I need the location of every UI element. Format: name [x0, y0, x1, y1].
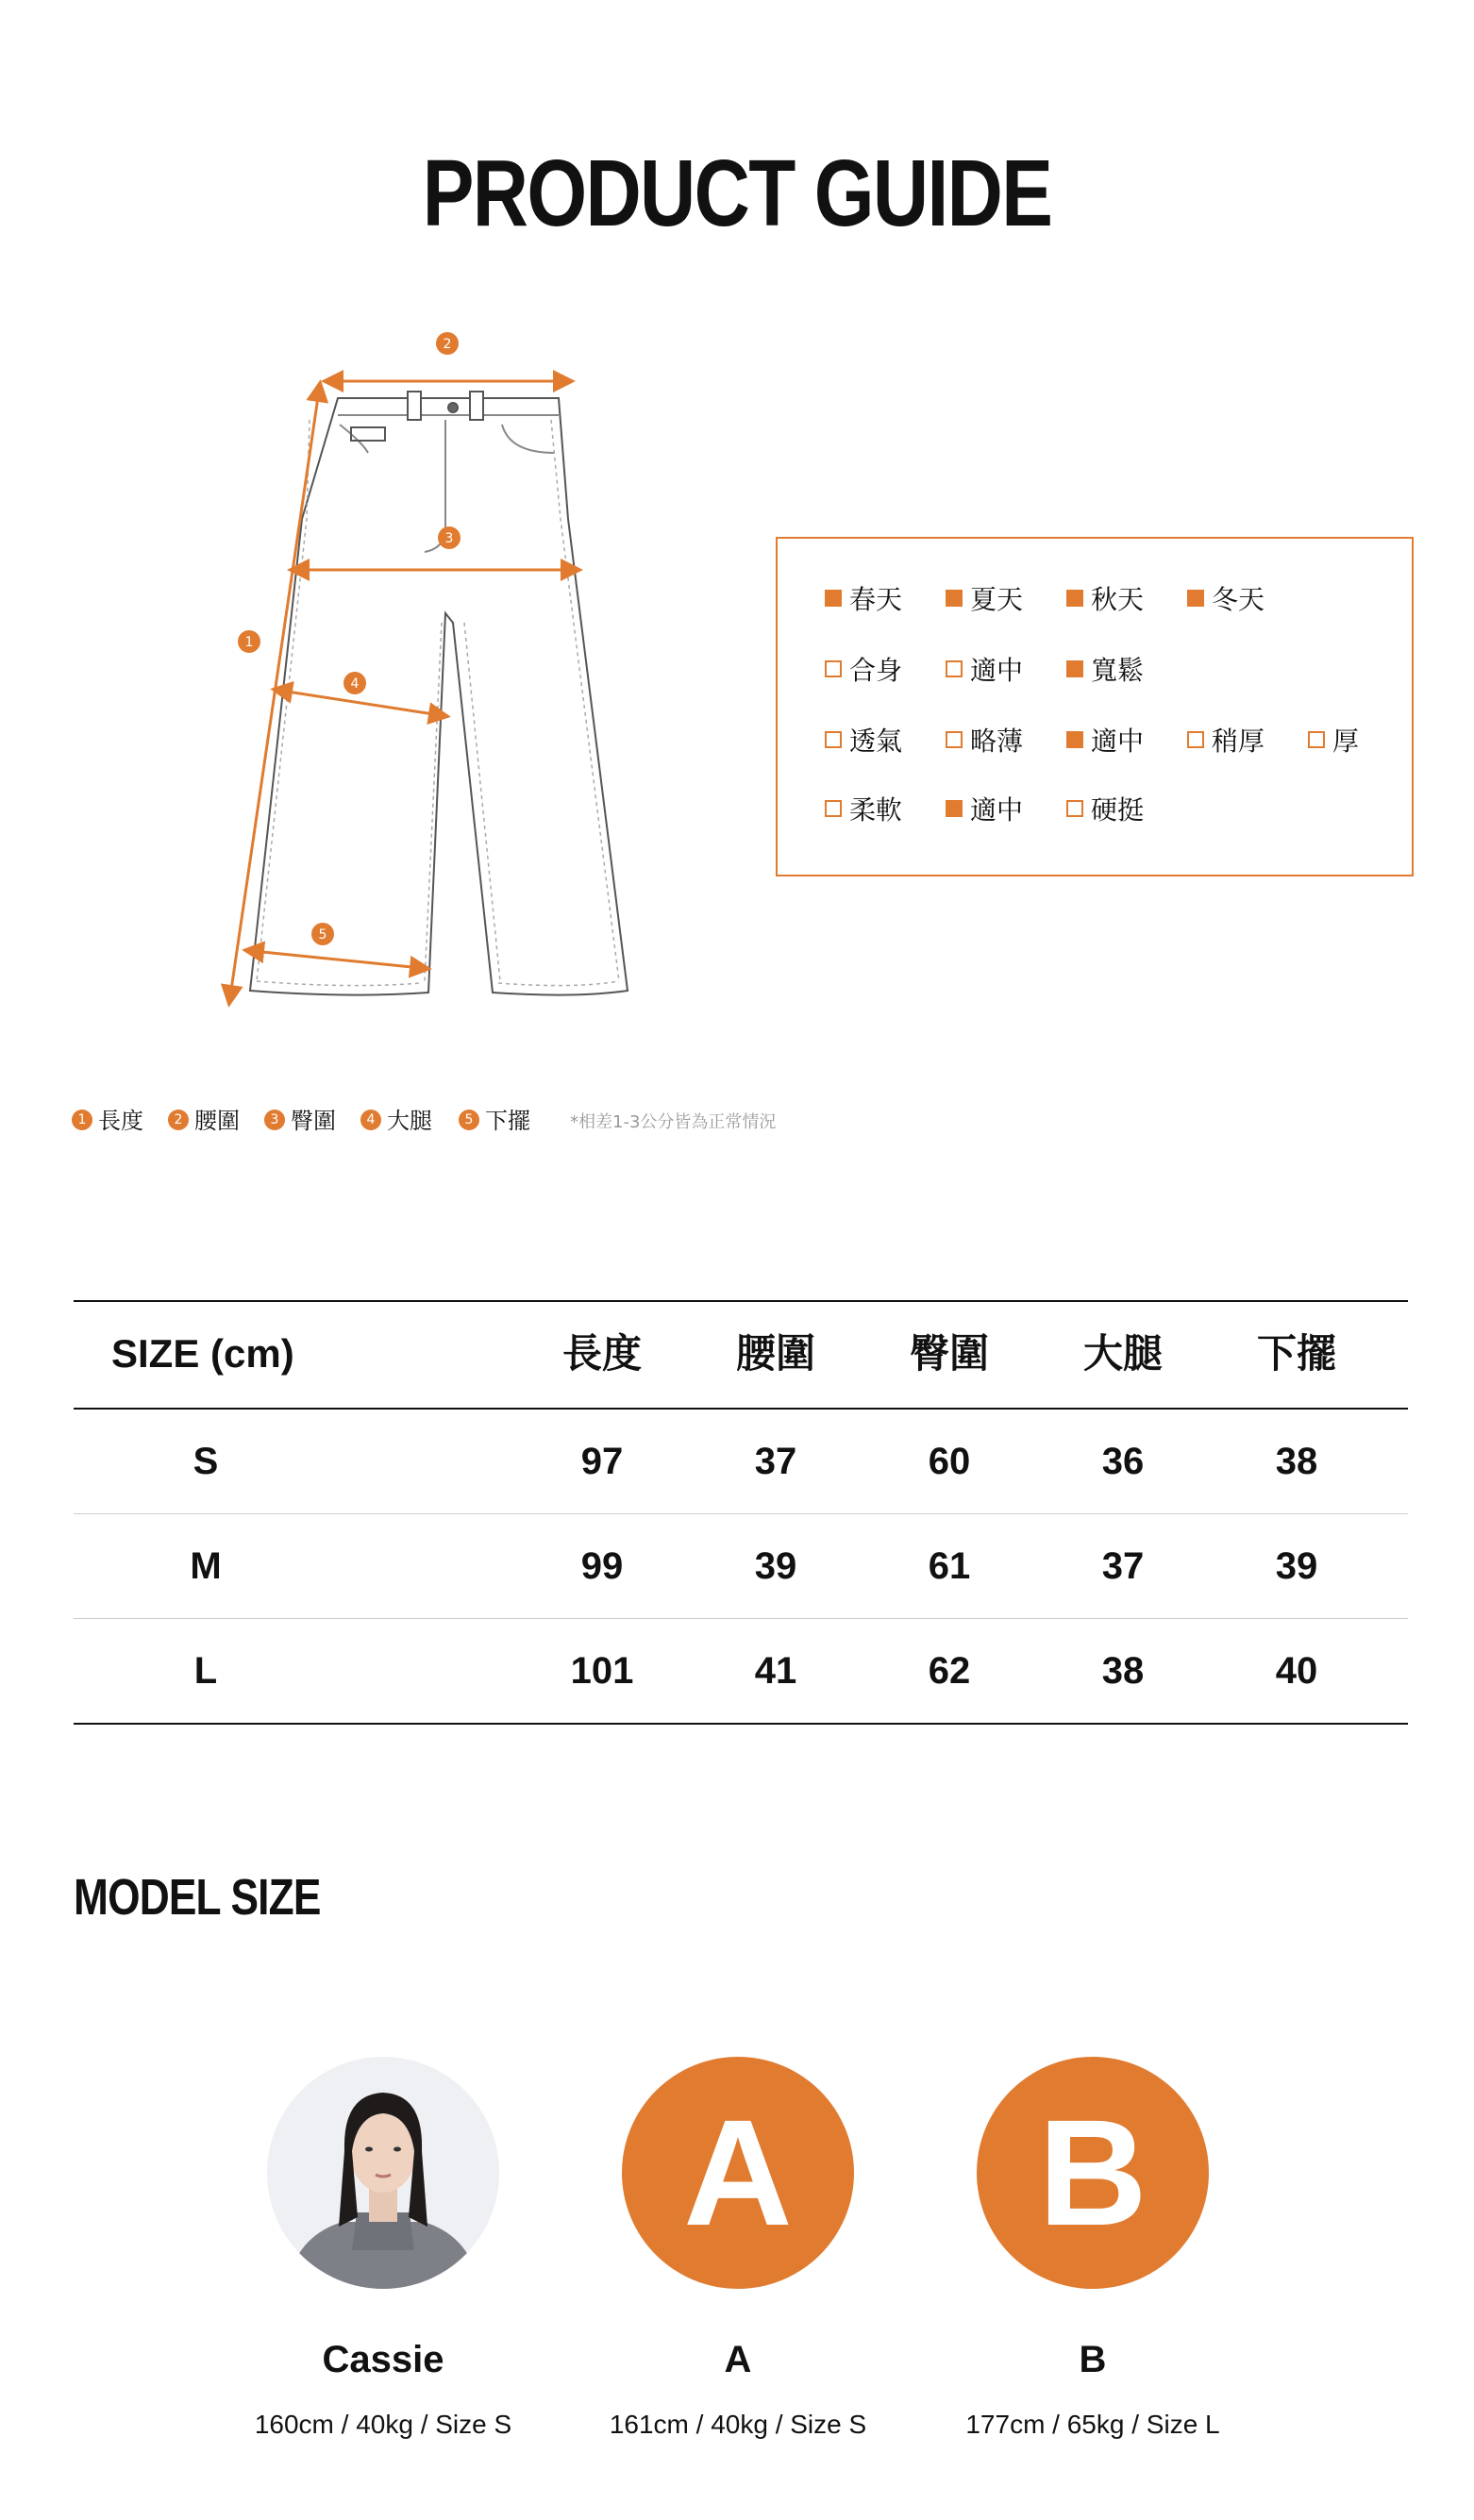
table-cell: 37	[754, 1441, 797, 1482]
checkbox-icon	[1066, 660, 1083, 677]
legend-label: 下擺	[485, 1108, 530, 1134]
model-avatar-letter: A	[622, 2057, 854, 2289]
attr-label: 合身	[849, 655, 903, 686]
table-row	[74, 1410, 1408, 1513]
attr-item	[1187, 723, 1265, 760]
number-badge: 2	[168, 1110, 189, 1130]
header-hem: 下擺	[1256, 1331, 1336, 1376]
header-size: SIZE (cm)	[111, 1331, 294, 1376]
header-thigh: 大腿	[1082, 1331, 1163, 1376]
attr-label: 適中	[970, 794, 1024, 826]
marker-3: 3	[444, 531, 454, 546]
checkbox-icon	[946, 590, 963, 607]
attr-item	[946, 652, 1023, 690]
number-badge: 4	[360, 1110, 381, 1130]
table-cell: 36	[1101, 1441, 1145, 1482]
attr-label: 寬鬆	[1091, 655, 1145, 686]
model-name: Cassie	[322, 2339, 444, 2380]
attr-item	[825, 581, 902, 619]
attr-label: 適中	[970, 655, 1024, 686]
table-row	[74, 1514, 1408, 1618]
attr-label: 春天	[849, 584, 903, 615]
header-hip: 臀圍	[909, 1331, 989, 1376]
page-title: PRODUCT GUIDE	[422, 141, 1052, 246]
table-cell: 99	[580, 1545, 624, 1587]
attr-item	[1066, 652, 1144, 690]
marker-1: 1	[244, 635, 254, 650]
attr-label: 夏天	[970, 584, 1024, 615]
attr-label: 稍厚	[1212, 726, 1265, 757]
table-cell: 101	[570, 1650, 634, 1692]
attr-label: 透氣	[849, 726, 903, 757]
attr-label: 秋天	[1091, 584, 1145, 615]
model-avatar-photo	[267, 2057, 499, 2289]
attr-item	[946, 792, 1023, 829]
checkbox-icon	[946, 660, 963, 677]
legend-label: 長度	[98, 1108, 143, 1134]
attr-label: 略薄	[970, 726, 1024, 757]
attr-label: 柔軟	[849, 794, 903, 826]
tolerance-note: *相差1-3公分皆為正常情況	[570, 1112, 777, 1132]
model-name: B	[1079, 2339, 1107, 2380]
attr-item	[946, 581, 1023, 619]
marker-5: 5	[318, 927, 327, 943]
table-cell: 40	[1275, 1650, 1318, 1692]
legend-item	[459, 1104, 530, 1138]
table-cell: L	[193, 1650, 218, 1692]
checkbox-icon	[825, 800, 842, 817]
table-header-row	[74, 1300, 1408, 1408]
table-cell: 38	[1101, 1650, 1145, 1692]
number-badge: 3	[264, 1110, 285, 1130]
number-badge: 5	[459, 1110, 479, 1130]
checkbox-icon	[825, 731, 842, 748]
attr-label: 硬挺	[1091, 794, 1145, 826]
legend-item	[360, 1104, 432, 1138]
attr-item	[1308, 723, 1359, 760]
table-cell: 39	[1275, 1545, 1318, 1587]
checkbox-icon	[946, 800, 963, 817]
marker-4: 4	[350, 676, 360, 692]
header-waist: 腰圍	[735, 1331, 815, 1376]
table-cell: 39	[754, 1545, 797, 1587]
legend-item	[72, 1104, 143, 1138]
attr-item	[1187, 581, 1265, 619]
diagram-markers	[238, 332, 461, 945]
checkbox-icon	[1066, 800, 1083, 817]
attr-item	[825, 652, 902, 690]
table-cell: 62	[928, 1650, 971, 1692]
checkbox-icon	[1066, 590, 1083, 607]
model-stats: 161cm / 40kg / Size S	[609, 2410, 867, 2439]
legend-label: 大腿	[387, 1108, 432, 1134]
attr-item	[825, 723, 902, 760]
number-badge: 1	[72, 1110, 92, 1130]
checkbox-icon	[825, 660, 842, 677]
header-length: 長度	[561, 1331, 642, 1376]
table-cell: 97	[580, 1441, 624, 1482]
model-name: A	[724, 2339, 752, 2380]
table-row	[74, 1619, 1408, 1723]
table-cell: 61	[928, 1545, 971, 1587]
legend-label: 臀圍	[291, 1108, 336, 1134]
attr-label: 適中	[1091, 726, 1145, 757]
checkbox-icon	[1308, 731, 1325, 748]
model-stats: 177cm / 65kg / Size L	[965, 2410, 1220, 2439]
legend-label: 腰圍	[194, 1108, 240, 1134]
checkbox-icon	[1187, 590, 1204, 607]
checkbox-icon	[946, 731, 963, 748]
attr-label: 厚	[1332, 726, 1360, 757]
table-cell: 41	[754, 1650, 797, 1692]
table-cell: M	[190, 1545, 222, 1587]
table-cell: S	[193, 1441, 219, 1482]
model-card-a	[596, 2057, 879, 2442]
attr-item	[1066, 792, 1144, 829]
attr-item	[825, 792, 902, 829]
model-avatar-letter: B	[977, 2057, 1209, 2289]
attr-label: 冬天	[1212, 584, 1265, 615]
attr-item	[1066, 581, 1144, 619]
table-cell: 37	[1101, 1545, 1145, 1587]
marker-2: 2	[443, 337, 452, 352]
checkbox-icon	[1066, 731, 1083, 748]
fabric-attributes-box	[776, 537, 1414, 876]
checkbox-icon	[825, 590, 842, 607]
pants-measurement-diagram	[198, 330, 670, 1019]
table-cell: 38	[1275, 1441, 1318, 1482]
model-card-b	[951, 2057, 1234, 2442]
attr-item	[946, 723, 1023, 760]
legend-item	[168, 1104, 240, 1138]
model-card-cassie	[242, 2057, 525, 2442]
model-stats: 160cm / 40kg / Size S	[254, 2410, 512, 2439]
table-bottom-rule	[74, 1723, 1408, 1725]
checkbox-icon	[1187, 731, 1204, 748]
model-size-title: MODEL SIZE	[74, 1869, 321, 1926]
attr-item	[1066, 723, 1144, 760]
legend-item	[264, 1104, 336, 1138]
table-cell: 60	[928, 1441, 971, 1482]
